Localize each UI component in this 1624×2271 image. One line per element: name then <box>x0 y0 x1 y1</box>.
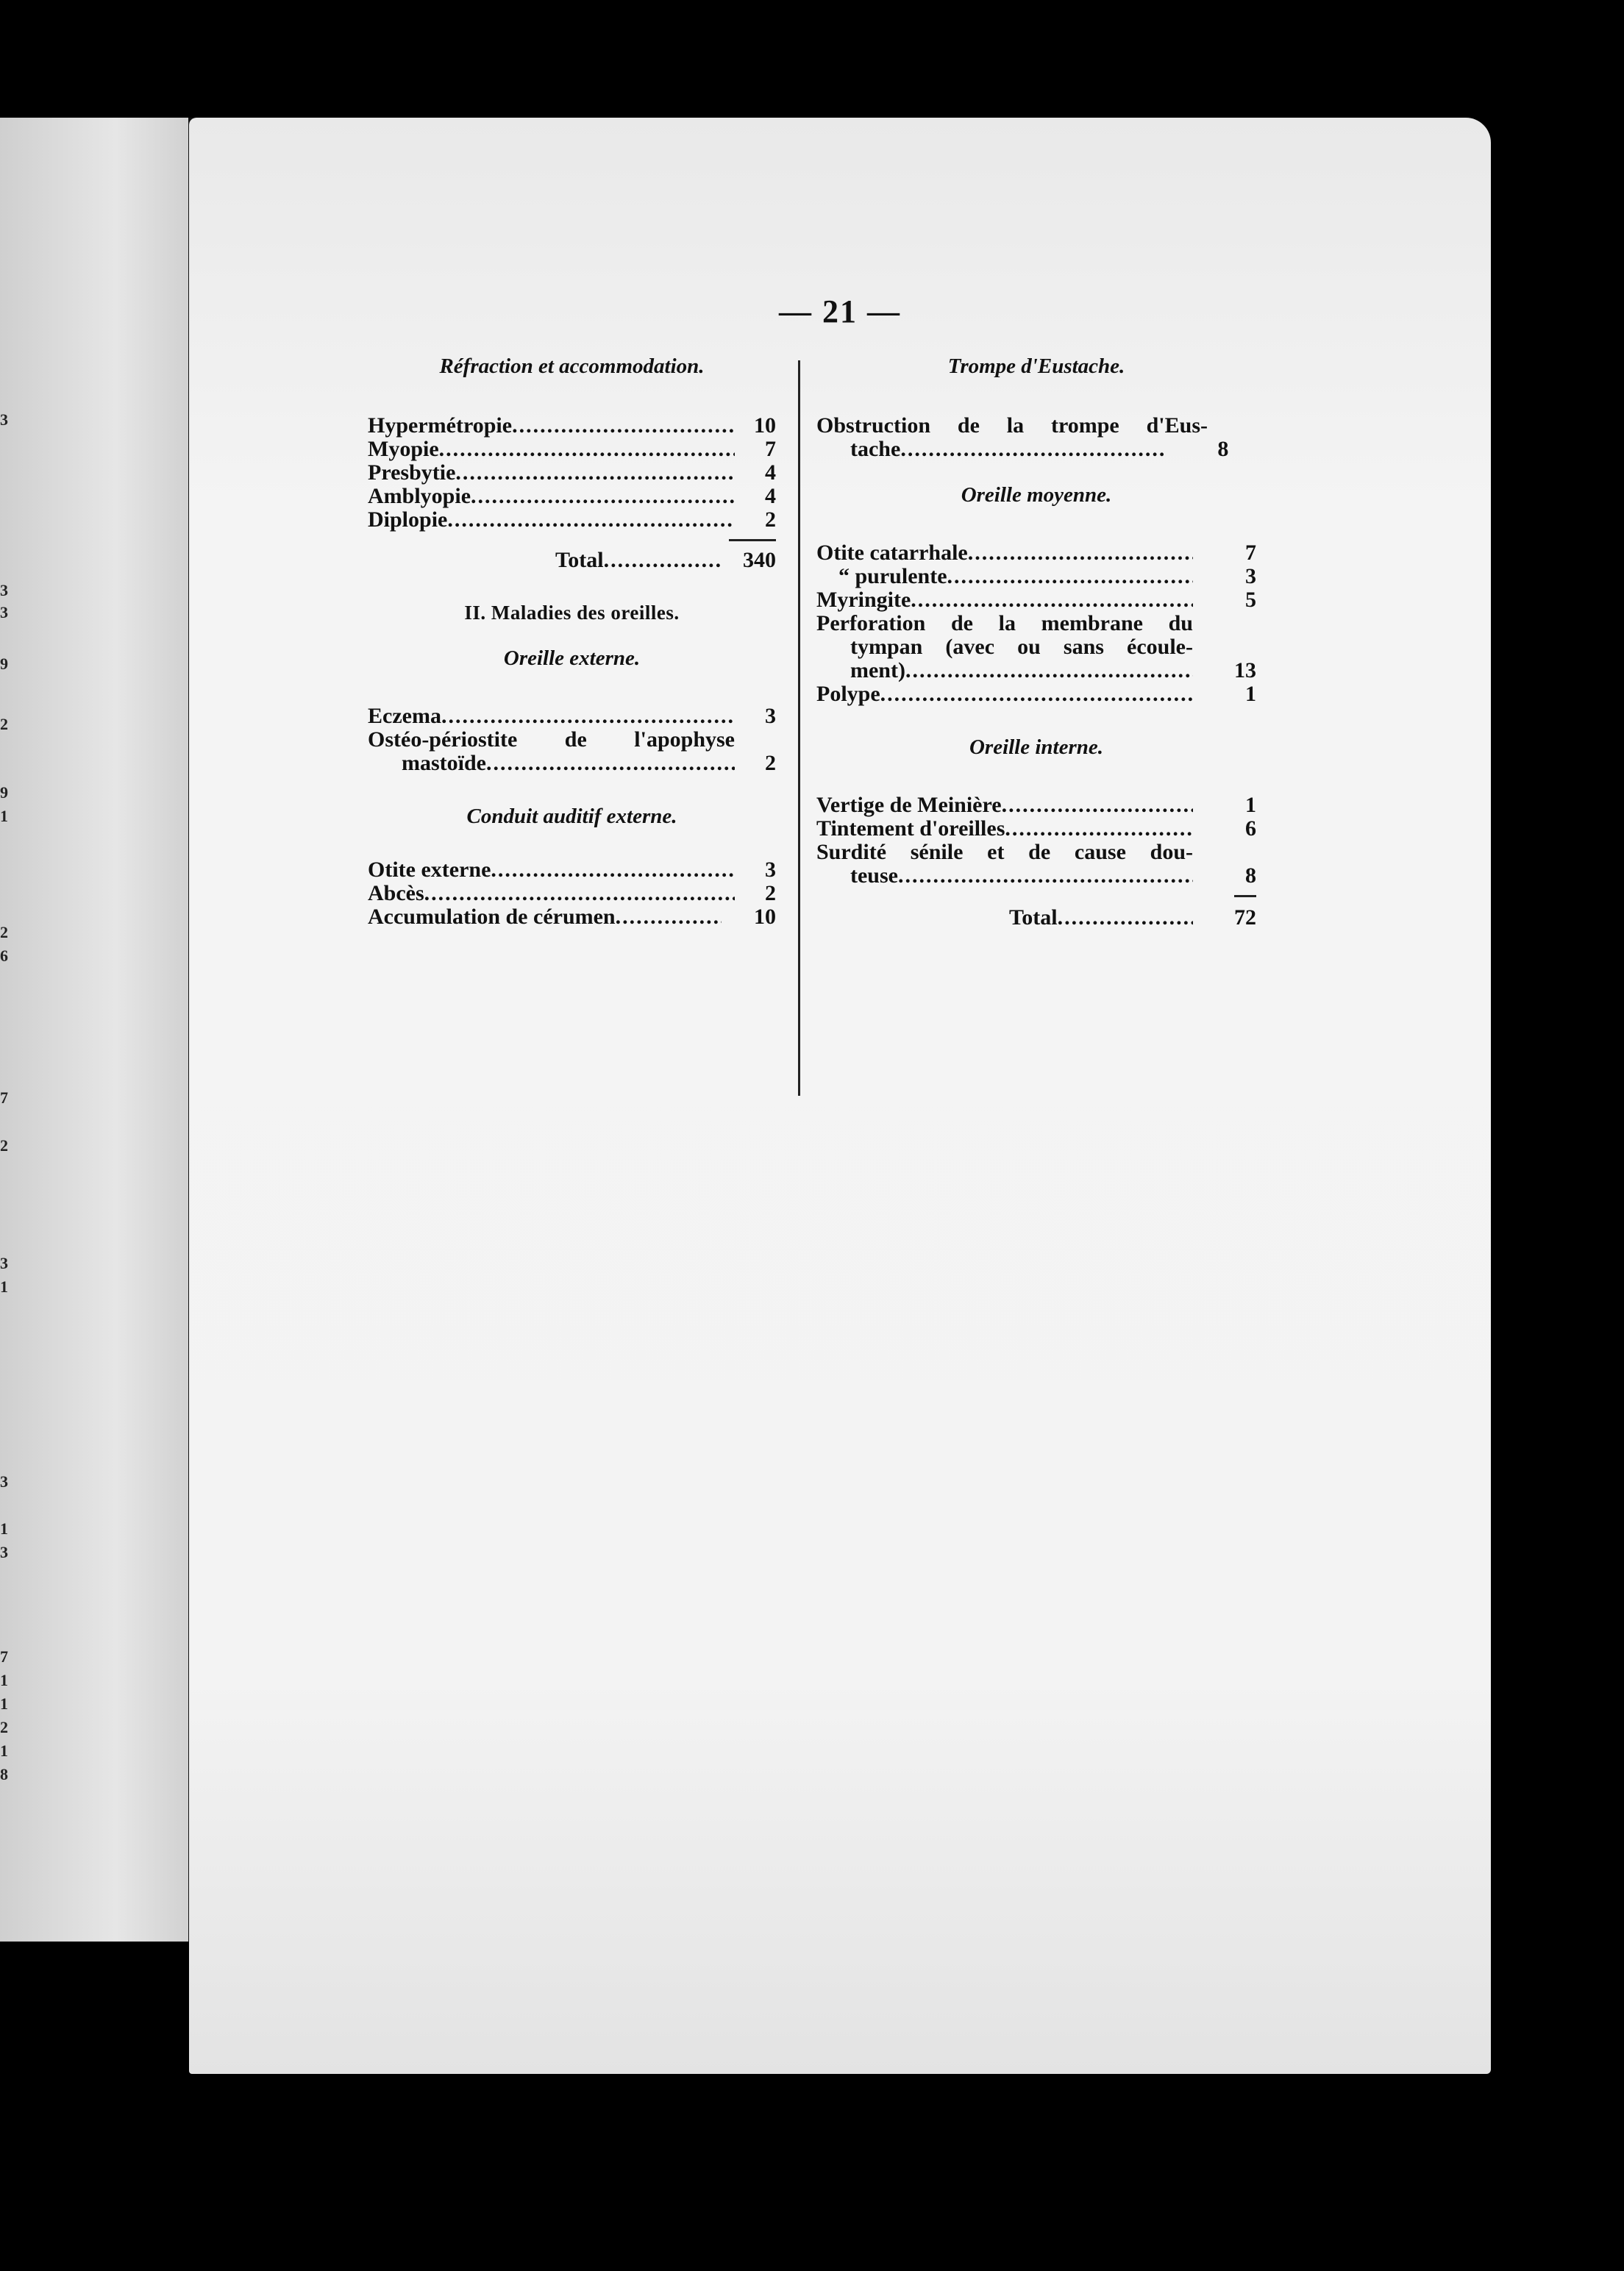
margin-number: 8 <box>0 1765 8 1783</box>
margin-number: 3 <box>0 1543 8 1561</box>
list-item <box>368 414 776 438</box>
list-item <box>816 817 1256 841</box>
list-item <box>816 659 1256 682</box>
leader-dots <box>604 549 722 572</box>
page <box>189 118 1491 2074</box>
list-item <box>816 438 1256 461</box>
item-value: 3 <box>765 704 776 728</box>
leader-dots <box>898 864 1193 888</box>
item-label: Abcès <box>368 881 424 905</box>
oreille-externe-heading: Oreille externe. <box>503 646 641 670</box>
item-label: Tintement d'oreilles <box>816 816 1005 841</box>
margin-number: 9 <box>0 655 8 673</box>
margin-number: 3 <box>0 410 8 429</box>
leader-dots <box>905 659 1193 682</box>
list-item <box>816 794 1256 817</box>
item-value: 3 <box>765 858 776 882</box>
item-value: 2 <box>765 507 776 532</box>
total-value: 340 <box>743 548 776 572</box>
margin-number: 3 <box>0 1472 8 1491</box>
list-item <box>368 858 776 882</box>
item-label: Hypermétropie <box>368 413 513 438</box>
leader-dots <box>424 882 735 905</box>
item-value: 8 <box>1245 863 1256 888</box>
leader-dots <box>1002 794 1193 817</box>
item-label: Polype <box>816 682 880 706</box>
item-label: Vertige de Meinière <box>816 793 1002 817</box>
conduit-heading: Conduit auditif externe. <box>466 805 677 828</box>
margin-number: 2 <box>0 1718 8 1736</box>
left-column <box>368 354 776 929</box>
leader-dots <box>512 414 735 438</box>
section-heading: II. Maladies des oreilles. <box>464 602 680 624</box>
item-value: 5 <box>1245 588 1256 612</box>
oreille-interne-heading: Oreille interne. <box>969 735 1104 759</box>
moyenne-interne-total <box>816 906 1256 930</box>
list-item <box>368 905 776 929</box>
trompe-heading: Trompe d'Eustache. <box>947 354 1125 378</box>
item-label: teuse <box>850 863 898 888</box>
margin-number: 3 <box>0 603 8 621</box>
column-divider <box>798 360 800 1096</box>
total-label: Total <box>555 548 604 572</box>
sum-rule <box>1234 895 1256 897</box>
item-label: Perforation de la membrane du <box>816 611 1193 635</box>
leader-dots <box>616 905 722 929</box>
leader-dots <box>968 541 1193 565</box>
refraction-total <box>368 549 776 572</box>
leader-dots <box>1058 906 1193 930</box>
leader-dots <box>441 705 735 728</box>
margin-number: 2 <box>0 923 8 941</box>
item-label: Surdité sénile et de cause dou- <box>816 840 1193 864</box>
item-value: 4 <box>765 460 776 485</box>
item-label: Otite externe <box>368 858 491 882</box>
item-value: 7 <box>765 437 776 461</box>
leader-dots <box>486 752 735 775</box>
item-value: 4 <box>765 484 776 508</box>
item-value: 7 <box>1245 541 1256 565</box>
leader-dots <box>880 682 1193 706</box>
leader-dots <box>439 438 735 461</box>
list-item <box>816 588 1256 612</box>
previous-page-edge <box>0 118 193 1942</box>
item-label: Myringite <box>816 588 911 612</box>
list-item <box>816 864 1256 888</box>
list-item <box>816 565 1256 588</box>
leader-dots <box>491 858 735 882</box>
margin-number: 1 <box>0 1277 8 1296</box>
page-number: — 21 — <box>779 293 901 329</box>
item-label: Obstruction de la trompe d'Eus- <box>816 413 1208 438</box>
list-item <box>368 508 776 532</box>
margin-number: 9 <box>0 783 8 802</box>
leader-dots <box>900 438 1165 461</box>
item-label: mastoïde <box>402 751 486 775</box>
item-label: Amblyopie <box>368 484 471 508</box>
sum-rule <box>729 539 776 541</box>
total-value: 72 <box>1234 905 1256 930</box>
item-label: Diplopie <box>368 507 448 532</box>
margin-number: 7 <box>0 1088 8 1107</box>
item-value: 6 <box>1245 816 1256 841</box>
item-value: 10 <box>754 905 776 929</box>
item-label: Myopie <box>368 437 439 461</box>
item-label: tympan (avec ou sans écoule- <box>850 635 1193 659</box>
item-value: 2 <box>765 881 776 905</box>
item-value: 8 <box>1217 437 1229 461</box>
item-label: “ purulente <box>838 564 947 588</box>
margin-number: 3 <box>0 1254 8 1272</box>
leader-dots <box>471 485 735 508</box>
item-label: Otite catarrhale <box>816 541 968 565</box>
oreille-moyenne-heading: Oreille moyenne. <box>961 483 1112 507</box>
list-item <box>368 705 776 728</box>
leader-dots <box>455 461 735 485</box>
refraction-list <box>368 414 776 532</box>
leader-dots <box>447 508 735 532</box>
refraction-heading: Réfraction et accommodation. <box>439 354 705 378</box>
total-label: Total <box>1009 905 1058 930</box>
list-item <box>368 882 776 905</box>
margin-number: 1 <box>0 1694 8 1713</box>
item-label: tache <box>850 437 901 461</box>
item-value: 10 <box>754 413 776 438</box>
item-label: Eczema <box>368 704 441 728</box>
item-label: Accumulation de cérumen <box>368 905 616 929</box>
margin-number: 1 <box>0 1671 8 1689</box>
leader-dots <box>947 565 1193 588</box>
margin-number: 7 <box>0 1647 8 1666</box>
item-value: 1 <box>1245 793 1256 817</box>
margin-number: 2 <box>0 715 8 733</box>
leader-dots <box>1005 817 1193 841</box>
right-column <box>816 354 1256 930</box>
item-value: 3 <box>1245 564 1256 588</box>
item-label: ment) <box>850 658 905 682</box>
list-item <box>816 682 1256 706</box>
margin-number: 3 <box>0 581 8 599</box>
item-value: 13 <box>1234 658 1256 682</box>
margin-number: 6 <box>0 946 8 965</box>
margin-number: 1 <box>0 1741 8 1760</box>
list-item <box>368 438 776 461</box>
list-item <box>816 541 1256 565</box>
margin-number: 1 <box>0 1519 8 1538</box>
margin-number: 2 <box>0 1136 8 1155</box>
list-item <box>368 485 776 508</box>
item-label: Ostéo-périostite de l'apophyse <box>368 727 735 752</box>
list-item <box>368 752 776 775</box>
leader-dots <box>911 588 1193 612</box>
item-value: 1 <box>1245 682 1256 706</box>
item-value: 2 <box>765 751 776 775</box>
item-label: Presbytie <box>368 460 456 485</box>
margin-number: 1 <box>0 807 8 825</box>
list-item <box>368 461 776 485</box>
